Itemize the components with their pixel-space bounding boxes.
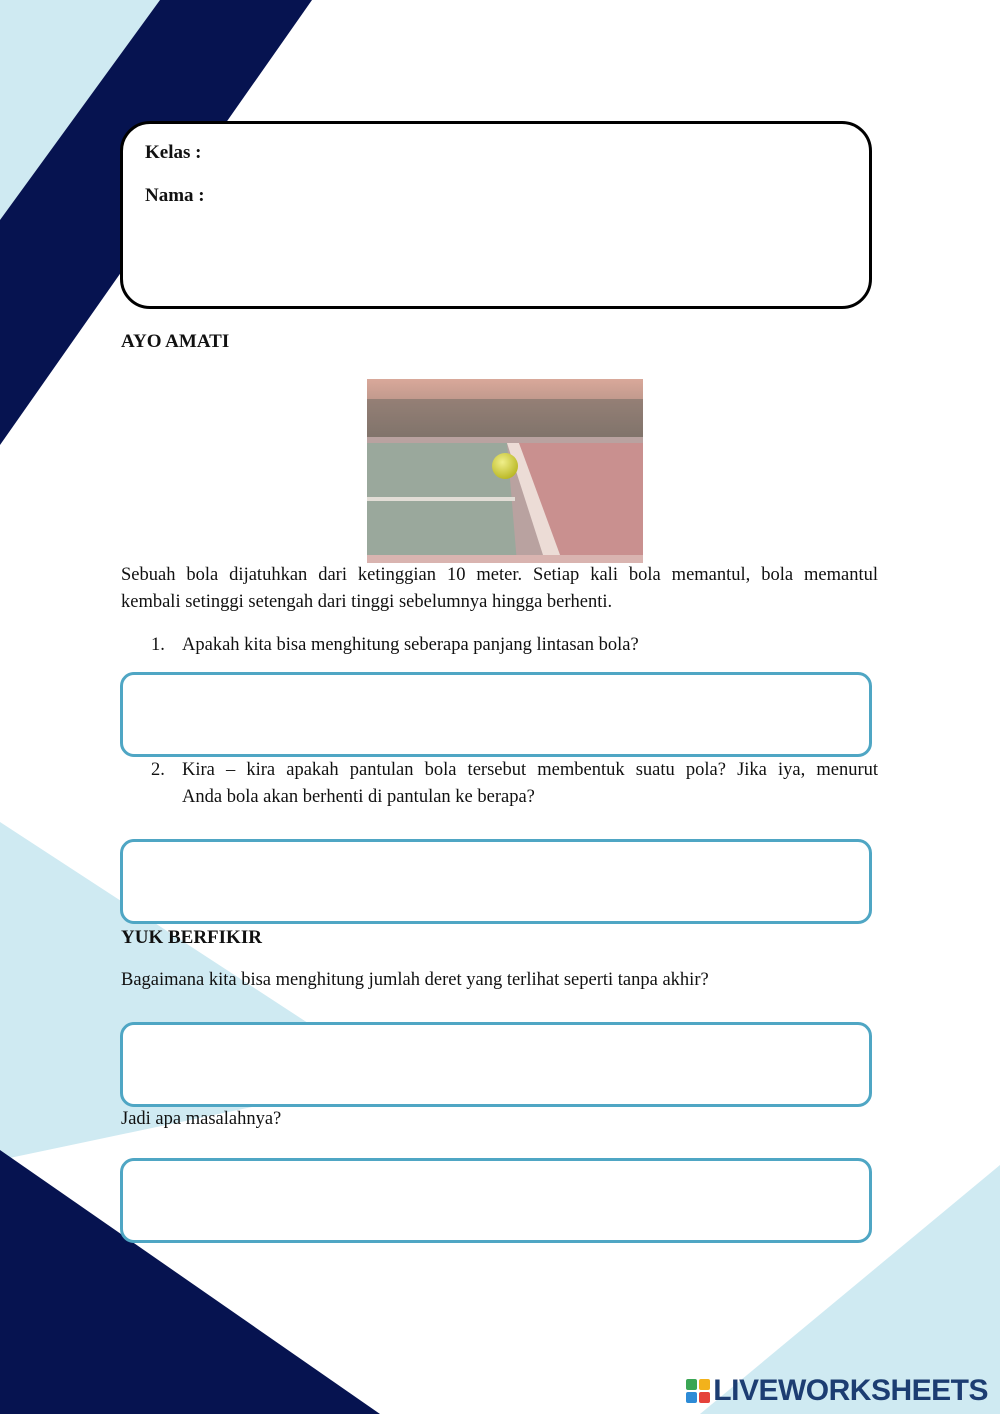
identity-box [120, 121, 872, 309]
question-text: Apakah kita bisa menghitung seberapa panjang lintasan bola? [182, 635, 639, 655]
problem-paragraph-line2: kembali setinggi setengah dari tinggi sebelumnya hingga berhenti. [121, 592, 613, 612]
question-1 [151, 632, 878, 659]
question-2 [151, 757, 878, 811]
answer-box-2[interactable] [120, 839, 872, 924]
section-title-think: YUK BERFIKIR [121, 927, 262, 948]
answer-box-3[interactable] [120, 1022, 872, 1107]
logo-text: LIVEWORKSHEETS [713, 1374, 988, 1407]
answer-box-4[interactable] [120, 1158, 872, 1243]
kelas-label: Kelas : [145, 142, 202, 163]
question-text-line1: Kira – kira apakah pantulan bola tersebut membentuk suatu pola? Jika iya, menurut [182, 760, 878, 780]
think-question-1: Bagaimana kita bisa menghitung jumlah deret yang terlihat seperti tanpa akhir? [121, 970, 709, 990]
nama-label: Nama : [145, 185, 205, 206]
section-title-observe: AYO AMATI [121, 331, 230, 352]
liveworksheets-logo [686, 1376, 988, 1406]
tennis-ball-photo [367, 379, 643, 563]
answer-box-1[interactable] [120, 672, 872, 757]
think-question-2: Jadi apa masalahnya? [121, 1109, 282, 1129]
question-number: 1. [151, 635, 165, 655]
problem-paragraph-line1: Sebuah bola dijatuhkan dari ketinggian 10 meter. Setiap kali bola memantul, bola memantul [121, 565, 878, 585]
liveworksheets-logo-icon [686, 1379, 710, 1403]
question-number: 2. [151, 760, 165, 780]
question-text-line2: Anda bola akan berhenti di pantulan ke berapa? [182, 787, 535, 807]
